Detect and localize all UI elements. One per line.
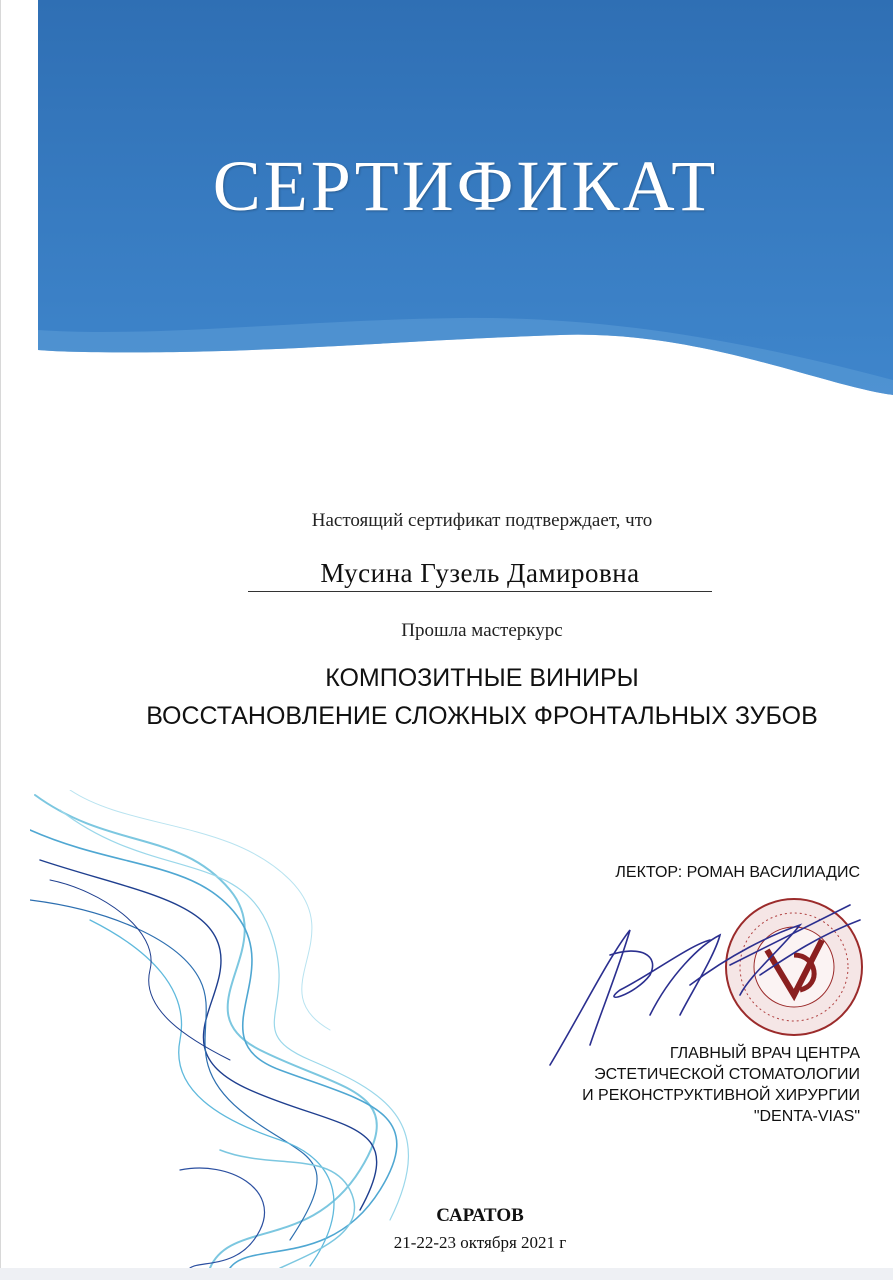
confirm-text: Настоящий сертификат подтверждает, что bbox=[311, 510, 653, 531]
certificate-title: СЕРТИФИКАТ bbox=[212, 146, 719, 226]
lector-name: ЛЕКТОР: РОМАН ВАСИЛИАДИС bbox=[615, 864, 860, 881]
chief-line: И РЕКОНСТРУКТИВНОЙ ХИРУРГИИ bbox=[582, 1087, 860, 1104]
recipient-name: Мусина Гузель Дамировна bbox=[248, 558, 712, 592]
chief-line: ГЛАВНЫЙ ВРАЧ ЦЕНТРА bbox=[669, 1045, 860, 1062]
bottom-strip bbox=[0, 1268, 893, 1280]
chief-line: ЭСТЕТИЧЕСКОЙ СТОМАТОЛОГИИ bbox=[594, 1066, 860, 1083]
city: САРАТОВ bbox=[436, 1205, 524, 1226]
event-dates: 21-22-23 октября 2021 г bbox=[393, 1233, 567, 1252]
chief-doctor-title bbox=[540, 1043, 860, 1127]
passed-text: Прошла мастеркурс bbox=[401, 620, 563, 641]
chief-line: "DENTA-VIAS" bbox=[753, 1108, 860, 1125]
course-title-line-1: КОМПОЗИТНЫЕ ВИНИРЫ bbox=[325, 664, 639, 692]
course-title-line-2: ВОССТАНОВЛЕНИЕ СЛОЖНЫХ ФРОНТАЛЬНЫХ ЗУБОВ bbox=[146, 702, 818, 730]
decorative-swirl bbox=[30, 790, 450, 1270]
